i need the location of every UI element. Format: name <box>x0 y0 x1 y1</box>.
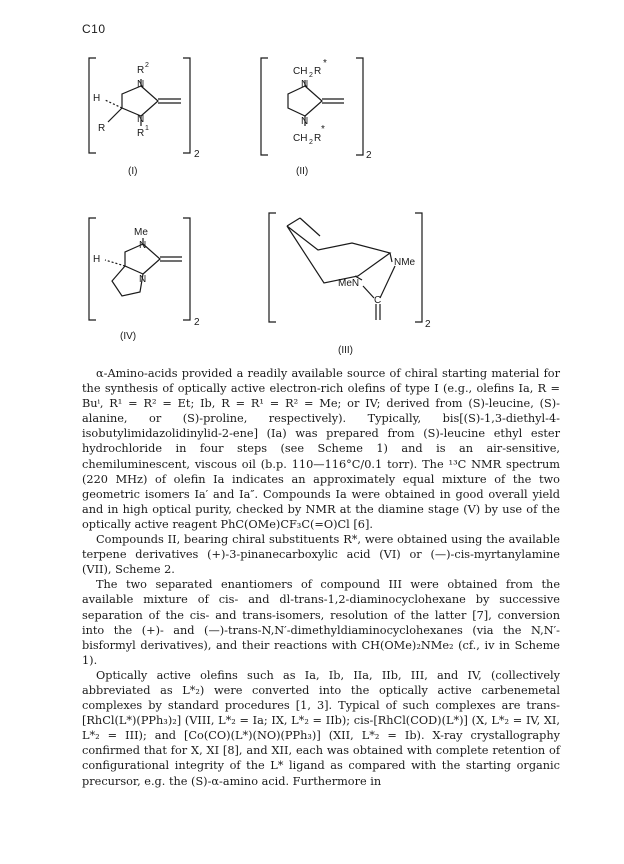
structure-III <box>269 213 431 356</box>
atom-label: N <box>301 116 309 127</box>
compound-label: (III) <box>338 345 353 356</box>
atom-label: 2 <box>309 139 313 146</box>
atom-label: MeN <box>338 278 360 289</box>
chemical-structures-figure <box>0 0 624 360</box>
structure-I <box>89 58 200 177</box>
atom-label: N <box>139 240 147 251</box>
bracket-left-IV <box>89 218 96 320</box>
atom-label: H <box>93 93 101 104</box>
atom-label: N <box>301 79 309 90</box>
atom-label: 2 <box>145 62 149 69</box>
atom-label: N <box>137 79 145 90</box>
compound-label: (IV) <box>120 331 137 342</box>
bracket-right-III <box>415 213 422 322</box>
imidazolidine-ring-II <box>288 80 344 126</box>
cyclohexane-ring-III <box>287 218 390 283</box>
bracket-left-III <box>269 213 276 322</box>
body-text <box>82 366 560 789</box>
bracket-left-I <box>89 58 96 153</box>
bracket-right-II <box>356 58 363 155</box>
structure-II <box>261 58 372 177</box>
compound-label: (II) <box>296 166 309 177</box>
paragraph: α-Amino-acids provided a readily available source of chiral starting material for the synthesis of optically active electron-rich olefins of type I (e.g., olefins Ia, R = Buⁱ, R¹ = R² = Et; Ib, R = R¹ = R² = Me; or IV; derived from (S)-leucine, (S)-alanine, or (S)-proline, respectively). Typically, bis[(S)-1,3-diethyl-4-isobutylimidazolidinylid-2-ene] (Ia) was prepared from (S)-leucine ethyl ester hydrochloride in four steps (see Scheme 1) and is an air-sensitive, chemiluminescent, viscous oil (b.p. 110—116°C/0.1 torr). The ¹³C NMR spectrum (220 MHz) of olefin Ia indicates an approximately equal mixture of the two geometric isomers Ia′ and Ia″. Compounds Ia were obtained in good overall yield and in high optical purity, checked by NMR at the diamine stage (V) by use of the optically active reagent PhC(OMe)CF₃C(=O)Cl [6]. <box>82 367 560 531</box>
compound-label: (I) <box>128 166 138 177</box>
atom-label: N <box>137 114 145 125</box>
atom-label: N <box>139 274 147 285</box>
bracket-subscript: 2 <box>366 150 372 161</box>
bracket-subscript: 2 <box>194 317 200 328</box>
atom-label: R <box>137 128 145 139</box>
paragraph: Compounds II, bearing chiral substituents R*, were obtained using the available terpene derivatives (+)-3-pinanecarboxylic acid (VI) or (—)-cis-myrtanylamine (VII), Scheme 2. <box>82 533 560 577</box>
structure-IV <box>89 218 200 342</box>
atom-label: CH <box>293 66 308 77</box>
atom-label: Me <box>134 227 148 238</box>
atom-label: R <box>314 66 322 77</box>
atom-label: H <box>93 254 101 265</box>
atom-label: 1 <box>145 125 149 132</box>
atom-label: CH <box>293 133 308 144</box>
page-number: C10 <box>82 22 106 36</box>
atom-label: R <box>137 65 145 76</box>
bracket-right-IV <box>183 218 190 320</box>
bracket-right-I <box>183 58 190 153</box>
atom-label: R <box>314 133 322 144</box>
bracket-subscript: 2 <box>194 149 200 160</box>
atom-label: C <box>374 295 382 306</box>
paragraph: Optically active olefins such as Ia, Ib, IIa, IIb, III, and IV, (collectively abbreviated as L*₂) were converted into the optically active carbenemetal complexes by standard procedures [1, 3]. Typical of such complexes are trans-[RhCl(L*)(PPh₃)₂] (VIII, L*₂ = Ia; IX, L*₂ = IIb); cis-[RhCl(COD)(L*)] (X, L*₂ = IV, XI, L*₂ = III); and [Co(CO)(L*)(NO)(PPh₃)] (XII, L*₂ = Ib). X-ray crystallography confirmed that for X, XI [8], and XII, each was obtained with complete retention of configurational integrity of the L* ligand as compared with the starting organic precursor, e.g. the (S)-α-amino acid. Furthermore in <box>82 668 560 788</box>
atom-label: R <box>98 123 106 134</box>
atom-label: * <box>321 124 325 135</box>
bracket-subscript: 2 <box>425 319 431 330</box>
bracket-left-II <box>261 58 268 155</box>
paragraph: The two separated enantiomers of compound III were obtained from the available mixture of cis- and dl-trans-1,2-diaminocyclohexane by successive separation of the cis- and trans-isomers, resolution of the latter [7], conversion into the (+)- and (—)-trans-N,N′-dimethyldiaminocyclohexanes (via the N,N′-bisformyl derivatives), and their reactions with CH(OMe)₂NMe₂ (cf., iv in Scheme 1). <box>82 578 560 667</box>
atom-label: 2 <box>309 72 313 79</box>
atom-label: * <box>323 58 327 69</box>
atom-label: NMe <box>394 257 416 268</box>
